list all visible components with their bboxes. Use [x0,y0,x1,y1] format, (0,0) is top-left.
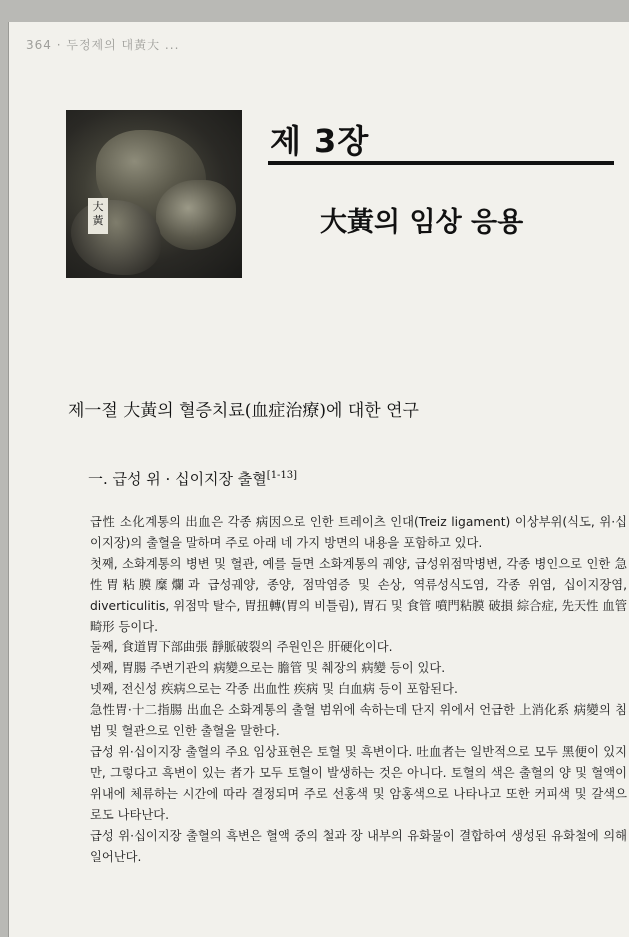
root-shape [156,180,236,250]
body-text [90,512,627,867]
running-head: 364 · 두정제의 대黃大 ... [26,38,180,52]
paragraph: 急性胃·十二指腸 出血은 소화계통의 출혈 범위에 속하는데 단지 위에서 언급한 上消化系 病變의 침범 및 혈관으로 인한 출혈을 말한다. [90,703,627,739]
chapter-rule [268,161,614,165]
subsection-title [88,468,297,489]
paragraph: 급성 위·십이지장 출혈의 주요 임상표현은 토혈 및 흑변이다. 吐血者는 일반적으로 모두 黑便이 있지만, 그렇다고 흑변이 있는 者가 모두 토혈이 발생하는 것은 아니다. 토혈의 색은 출혈의 양 및 혈액이 위내에 체류하는 시간에 따라 결정되며 주로 선홍색 및 암홍색으로 나타나고 또한 커피색 및 갈색으로도 나타난다. [90,744,627,822]
paragraph: 급性 소化계통의 出血은 각종 病因으로 인한 트레이츠 인대(Treiz ligament) 이상부위(식도, 위·십이지장)의 출혈을 말하며 주로 아래 네 가지 방면의 내용을 포함하고 있다. [90,515,627,550]
chapter-number: 제 3장 [270,122,370,160]
paragraph: 첫째, 소화계통의 병변 및 혈관, 예를 들면 소화계통의 궤양, 급성위점막병변, 각종 병인으로 인한 急性胃粘膜糜爛과 급성궤양, 종양, 점막염증 및 손상, 역류성식도염, 각종 위염, 십이지장염, diverticulitis, 위점막 탈수, 胃扭轉(胃의 비틀림), 胃石 및 食管 噴門粘膜 破損 綜合症, 先天性 血管畸形 등이다. [90,556,627,634]
section-title: 제一절 大黃의 혈증치료(血症治療)에 대한 연구 [68,401,419,421]
paragraph: 넷째, 전신성 疾病으로는 각종 出血性 疾病 및 白血病 등이 포함된다. [90,682,458,697]
rhubarb-root-photo [66,110,242,278]
paragraph: 급성 위·십이지장 출혈의 흑변은 혈액 중의 철과 장 내부의 유화물이 결합하여 생성된 유화철에 의해 일어난다. [90,828,627,864]
paragraph: 셋째, 胃腸 주변기관의 病變으로는 膽管 및 췌장의 病變 등이 있다. [90,661,446,676]
root-shape [71,200,161,275]
chapter-title: 大黃의 임상 응용 [320,207,524,238]
photo-label: 大黃 [88,198,108,234]
paragraph: 둘째, 食道胃下部曲張 靜脈破裂의 주원인은 肝硬化이다. [90,640,393,655]
citation-ref: [1-13] [266,470,298,481]
subsection-text: 一. 급성 위 · 십이지장 출혈 [88,470,267,488]
